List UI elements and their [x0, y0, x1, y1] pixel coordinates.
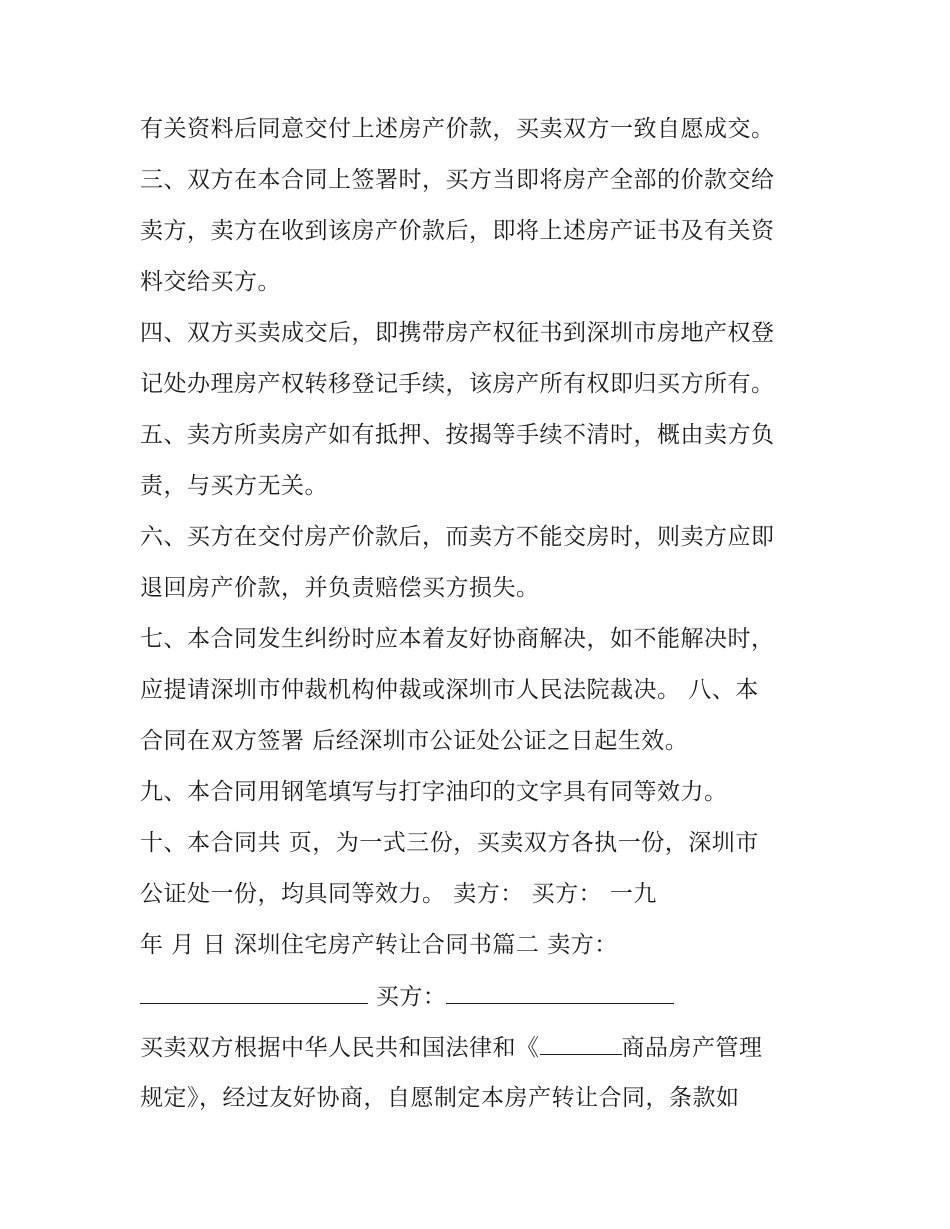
- preamble-line-1: [140, 1032, 763, 1063]
- text-line-4: 料交给买方。: [140, 269, 281, 295]
- text-line-12: 应提请深圳市仲裁机构仲裁或深圳市人民法院裁决。 八、本: [140, 677, 759, 703]
- city-blank: [540, 1032, 622, 1055]
- preamble-line-2: 规定》，经过友好协商，自愿制定本房产转让合同，条款如: [140, 1085, 740, 1111]
- text-line-6: 记处办理房产权转移登记手续，该房产所有权即归买方所有。: [140, 371, 775, 397]
- text-line-2: 三、双方在本合同上签署时，买方当即将房产全部的价款交给: [140, 167, 775, 193]
- text-line-16: 公证处一份，均具同等效力。 卖方： 买方： 一九: [140, 881, 657, 907]
- buyer-label: 买方：: [375, 984, 447, 1010]
- text-line-9: 六、买方在交付房产价款后，而卖方不能交房时，则卖方应即: [140, 524, 775, 550]
- seller-blank: [140, 981, 368, 1004]
- text-line-3: 卖方，卖方在收到该房产价款后，即将上述房产证书及有关资: [140, 218, 775, 244]
- text-line-1: 有关资料后同意交付上述房产价款，买卖双方一致自愿成交。: [140, 116, 775, 142]
- preamble-text-after: 商品房产管理: [621, 1035, 763, 1061]
- text-line-8: 责，与买方无关。: [140, 473, 328, 499]
- text-line-15: 十、本合同共 页，为一式三份，买卖双方各执一份，深圳市: [140, 830, 759, 856]
- text-line-13: 合同在双方签署 后经深圳市公证处公证之日起生效。: [140, 728, 689, 754]
- text-line-17: 年 月 日 深圳住宅房产转让合同书篇二 卖方：: [140, 932, 618, 958]
- text-line-14: 九、本合同用钢笔填写与打字油印的文字具有同等效力。: [140, 779, 728, 805]
- text-line-11: 七、本合同发生纠纷时应本着友好协商解决，如不能解决时，: [140, 626, 775, 652]
- text-line-10: 退回房产价款，并负责赔偿买方损失。: [140, 575, 540, 601]
- buyer-blank: [446, 981, 674, 1004]
- preamble-text-before: 买卖双方根据中华人民共和国法律和《: [140, 1035, 540, 1061]
- signature-line: [140, 981, 674, 1012]
- text-line-5: 四、双方买卖成交后，即携带房产权征书到深圳市房地产权登: [140, 320, 775, 346]
- text-line-7: 五、卖方所卖房产如有抵押、按揭等手续不清时，概由卖方负: [140, 422, 775, 448]
